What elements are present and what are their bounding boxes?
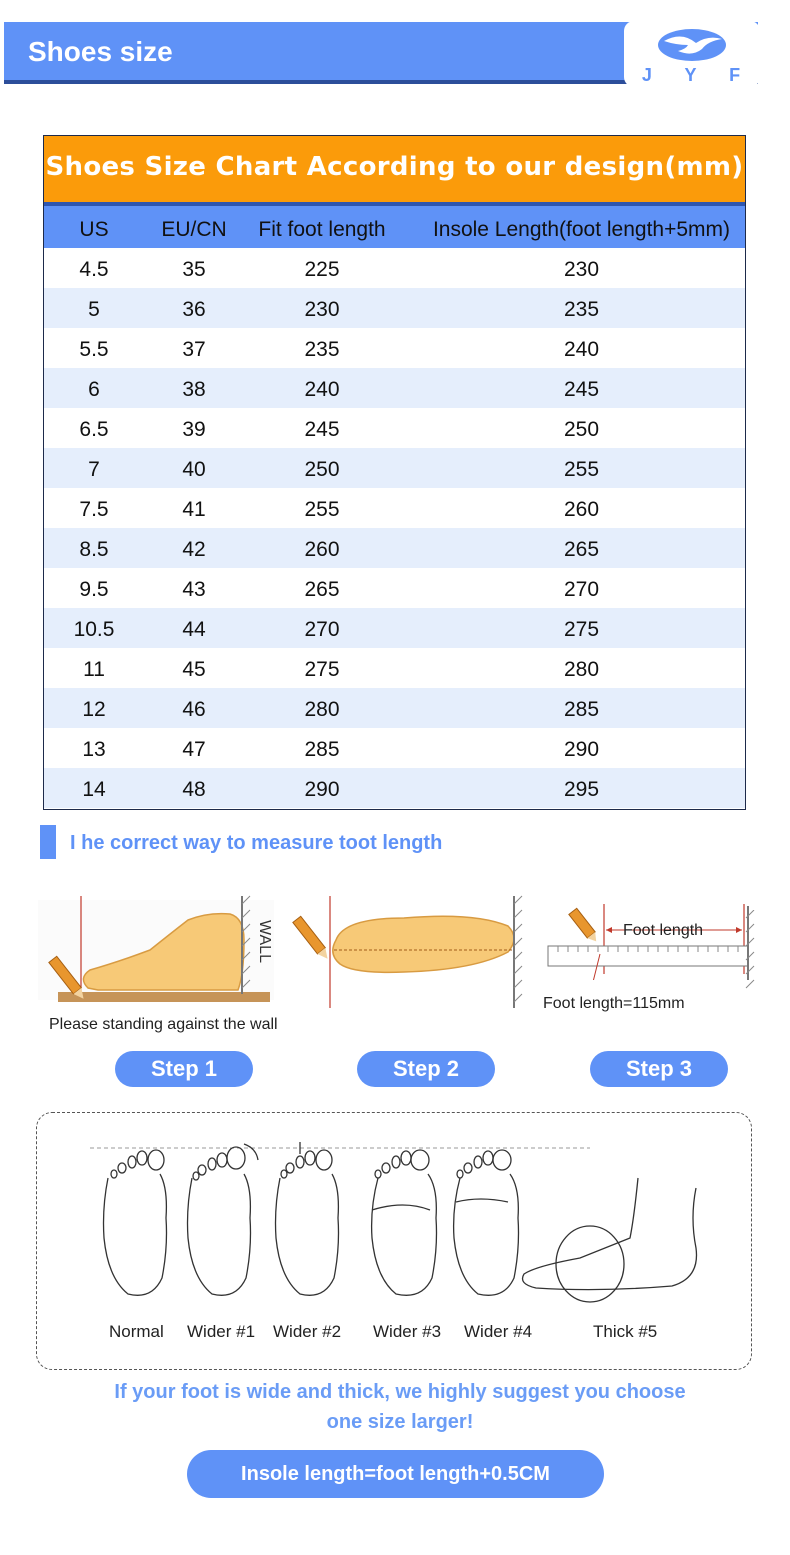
- cell-insole-length: 250: [563, 418, 600, 441]
- wall-hatch-icon: [744, 910, 756, 1000]
- size-advice-line-2: one size larger!: [326, 1411, 474, 1433]
- cell-eu-cn: 36: [182, 298, 206, 321]
- cell-eu-cn: 45: [182, 658, 206, 681]
- table-row: [44, 408, 745, 448]
- logo-text: J Y F: [641, 65, 755, 85]
- cell-fit-foot-length: 290: [304, 778, 340, 801]
- section-accent-bar: [40, 825, 56, 859]
- size-advice: [60, 1377, 740, 1437]
- cell-eu-cn: 40: [182, 458, 206, 481]
- chart-title: Shoes Size Chart According to our design(mm): [44, 136, 745, 202]
- cell-fit-foot-length: 270: [304, 618, 340, 641]
- cell-us: 12: [82, 698, 106, 721]
- cell-us: 5.5: [79, 338, 109, 361]
- foot-length-value: Foot length=115mm: [543, 995, 685, 1012]
- cell-fit-foot-length: 235: [304, 338, 340, 361]
- column-header-us: US: [79, 218, 109, 241]
- size-chart: [43, 135, 746, 810]
- brand-logo: [624, 21, 760, 87]
- table-row: [44, 328, 745, 368]
- table-row: [44, 568, 745, 608]
- wall-caption: Please standing against the wall: [49, 1016, 278, 1033]
- cell-fit-foot-length: 265: [304, 578, 340, 601]
- cell-fit-foot-length: 240: [304, 378, 340, 401]
- cell-us: 10.5: [73, 618, 115, 641]
- table-row: [44, 488, 745, 528]
- cell-eu-cn: 43: [182, 578, 206, 601]
- step-1-badge: Step 1: [115, 1051, 253, 1087]
- cell-us: 7: [88, 458, 100, 481]
- cell-fit-foot-length: 280: [304, 698, 340, 721]
- cell-insole-length: 255: [563, 458, 600, 481]
- table-header: [44, 202, 745, 248]
- cell-eu-cn: 47: [182, 738, 206, 761]
- table-body: [44, 248, 745, 808]
- page-title: Shoes size: [28, 36, 173, 67]
- cell-insole-length: 280: [563, 658, 600, 681]
- cell-us: 7.5: [79, 498, 109, 521]
- cell-fit-foot-length: 225: [304, 258, 340, 281]
- cell-fit-foot-length: 275: [304, 658, 340, 681]
- foot-length-label: Foot length: [623, 922, 704, 939]
- table-row: [44, 728, 745, 768]
- table-row: [44, 248, 745, 288]
- cell-us: 14: [82, 778, 106, 801]
- foot-type-wider-3: Wider #3: [373, 1322, 442, 1341]
- step-3-badge: Step 3: [590, 1051, 728, 1087]
- cell-fit-foot-length: 285: [304, 738, 340, 761]
- cell-insole-length: 275: [563, 618, 600, 641]
- foot-type-wider-2: Wider #2: [273, 1322, 342, 1341]
- foot-type-normal: Normal: [109, 1322, 164, 1341]
- table-row: [44, 688, 745, 728]
- cell-us: 6: [88, 378, 100, 401]
- cell-insole-length: 230: [563, 258, 600, 281]
- cell-insole-length: 285: [563, 698, 600, 721]
- cell-eu-cn: 44: [182, 618, 206, 641]
- bird-logo-icon: [652, 27, 732, 63]
- ruler-measure-illustration: [546, 900, 756, 980]
- column-header-eu-cn: EU/CN: [161, 218, 227, 241]
- cell-eu-cn: 37: [182, 338, 206, 361]
- cell-fit-foot-length: 260: [304, 538, 340, 561]
- foot-types-illustration: [60, 1138, 720, 1308]
- table-row: [44, 288, 745, 328]
- cell-eu-cn: 48: [182, 778, 206, 801]
- cell-insole-length: 245: [563, 378, 600, 401]
- table-row: [44, 648, 745, 688]
- foot-type-wider-1: Wider #1: [187, 1322, 256, 1341]
- cell-eu-cn: 42: [182, 538, 206, 561]
- cell-eu-cn: 46: [182, 698, 206, 721]
- table-row: [44, 528, 745, 568]
- cell-us: 4.5: [79, 258, 109, 281]
- cell-fit-foot-length: 230: [304, 298, 340, 321]
- foot-top-view-illustration: [284, 890, 534, 1010]
- cell-insole-length: 265: [563, 538, 600, 561]
- cell-fit-foot-length: 255: [304, 498, 340, 521]
- size-advice-line-1: If your foot is wide and thick, we highly suggest you choose: [114, 1381, 686, 1403]
- foot-type-thick-5: Thick #5: [593, 1322, 658, 1341]
- cell-us: 8.5: [79, 538, 109, 561]
- step-2-badge: Step 2: [357, 1051, 495, 1087]
- table-row: [44, 768, 745, 808]
- cell-eu-cn: 38: [182, 378, 206, 401]
- cell-us: 6.5: [79, 418, 109, 441]
- wall-label: WALL: [256, 920, 273, 963]
- foot-against-wall-illustration: [38, 890, 278, 1010]
- cell-us: 11: [83, 658, 105, 681]
- table-row: [44, 608, 745, 648]
- cell-insole-length: 290: [563, 738, 600, 761]
- cell-us: 9.5: [79, 578, 109, 601]
- cell-fit-foot-length: 250: [304, 458, 340, 481]
- cell-eu-cn: 39: [182, 418, 206, 441]
- table-row: [44, 448, 745, 488]
- measure-section-title: I he correct way to measure toot length: [70, 832, 443, 854]
- cell-insole-length: 235: [563, 298, 600, 321]
- insole-formula-badge: Insole length=foot length+0.5CM: [187, 1450, 604, 1498]
- cell-eu-cn: 35: [182, 258, 206, 281]
- table-row: [44, 368, 745, 408]
- cell-us: 5: [88, 298, 100, 321]
- cell-eu-cn: 41: [182, 498, 206, 521]
- column-header-fit-foot-length: Fit foot length: [258, 218, 386, 241]
- column-header-insole-length: Insole Length(foot length+5mm): [432, 218, 731, 241]
- cell-fit-foot-length: 245: [304, 418, 340, 441]
- foot-type-wider-4: Wider #4: [464, 1322, 533, 1341]
- cell-insole-length: 295: [563, 778, 600, 801]
- cell-insole-length: 260: [563, 498, 600, 521]
- cell-insole-length: 270: [563, 578, 600, 601]
- cell-us: 13: [82, 738, 106, 761]
- cell-insole-length: 240: [563, 338, 600, 361]
